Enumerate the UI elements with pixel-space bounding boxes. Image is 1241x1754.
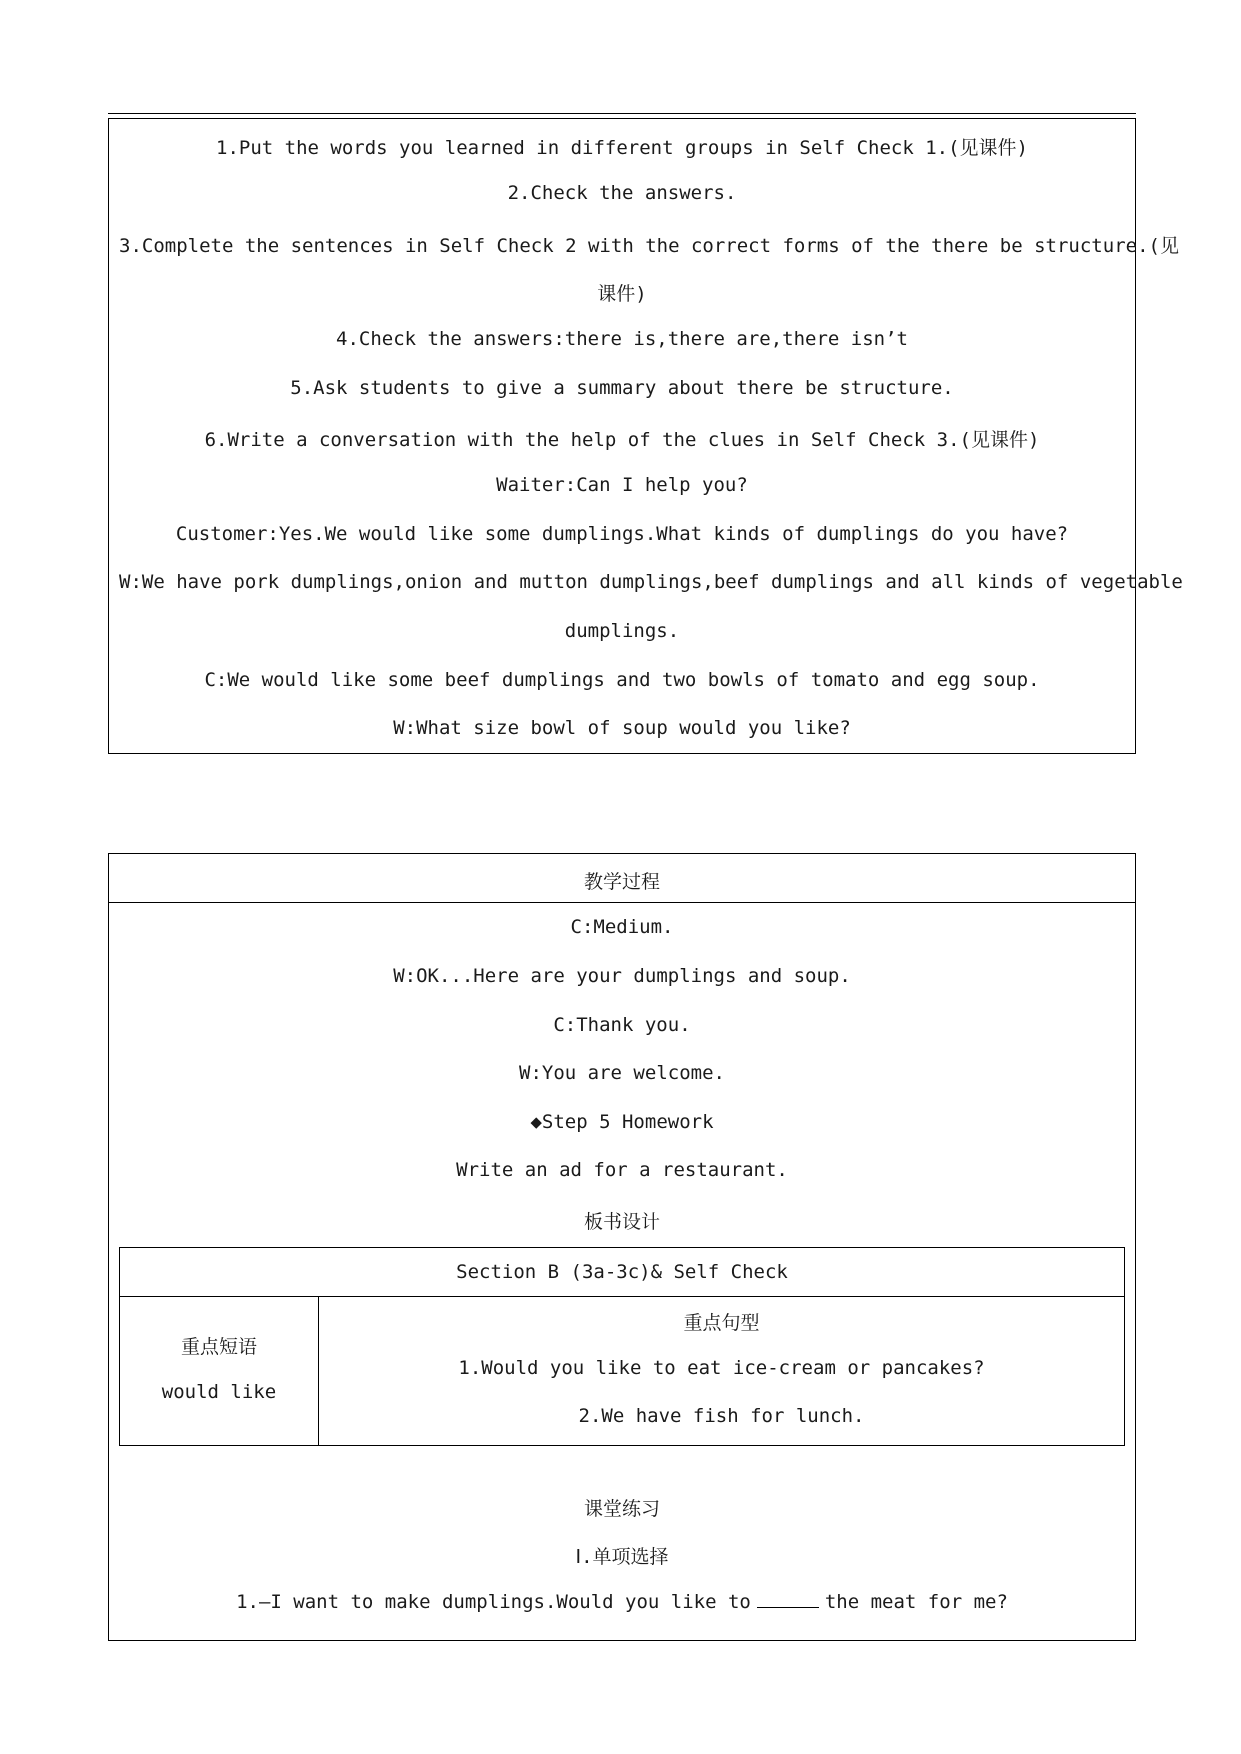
dialogue-line: C:We would like some beef dumplings and two bowls of tomato and egg soup. [204, 669, 1040, 691]
practice-title: 课堂练习 [583, 1498, 660, 1520]
procedure-table-continued [108, 118, 1183, 754]
step-line-3: 3.Complete the sentences in Self Check 2 with the correct forms of the there be structure.(见 [119, 235, 1179, 257]
key-sentences-heading: 重点句型 [683, 1312, 760, 1334]
question-1-text: 1.—I want to make dumplings.Would you like to [236, 1591, 751, 1613]
answer-blank[interactable] [757, 1591, 819, 1608]
dialogue-line: W:You are welcome. [519, 1062, 725, 1084]
board-title-row [120, 1248, 1124, 1297]
key-sentence: 1.Would you like to eat ice-cream or pancakes? [458, 1357, 985, 1379]
step-line-1: 1.Put the words you learned in different groups in Self Check 1.(见课件) [216, 137, 1028, 159]
dialogue-line: W:We have pork dumplings,onion and mutton dumplings,beef dumplings and all kinds of vegetable [119, 571, 1183, 593]
question-1-text-end: the meat for me? [824, 1591, 1008, 1613]
table-header [109, 854, 1135, 903]
step-line-2: 2.Check the answers. [507, 182, 737, 204]
step-line-6: 6.Write a conversation with the help of the clues in Self Check 3.(见课件) [204, 429, 1040, 451]
practice-subtitle: Ⅰ.单项选择 [575, 1546, 669, 1568]
procedure-table [108, 853, 1136, 1641]
board-title: Section B (3a-3c)& Self Check [456, 1261, 788, 1283]
board-design-table [119, 1247, 1125, 1446]
dialogue-line-cont: dumplings. [564, 620, 680, 642]
step-line-3-cont: 课件) [597, 283, 647, 305]
dialogue-line: W:What size bowl of soup would you like? [393, 717, 851, 739]
step-heading: ◆Step 5 Homework [530, 1111, 714, 1133]
table-header-title: 教学过程 [583, 871, 660, 893]
dialogue-line: Customer:Yes.We would like some dumplings.What kinds of dumplings do you have? [175, 523, 1069, 545]
dialogue-line: W:OK...Here are your dumplings and soup. [393, 965, 851, 987]
dialogue-line: C:Medium. [570, 916, 674, 938]
board-design-title: 板书设计 [583, 1211, 660, 1233]
key-sentence: 2.We have fish for lunch. [578, 1405, 865, 1427]
question-1 [109, 1591, 1135, 1613]
key-phrase: would like [161, 1381, 277, 1403]
top-rule [108, 113, 1136, 114]
key-phrases-heading: 重点短语 [180, 1336, 257, 1358]
dialogue-line: C:Thank you. [553, 1014, 691, 1036]
dialogue-line: Waiter:Can I help you? [496, 474, 748, 496]
step-line-5: 5.Ask students to give a summary about there be structure. [290, 377, 954, 399]
step-line-4: 4.Check the answers:there is,there are,there isn’t [336, 328, 908, 350]
homework-line: Write an ad for a restaurant. [456, 1159, 788, 1181]
